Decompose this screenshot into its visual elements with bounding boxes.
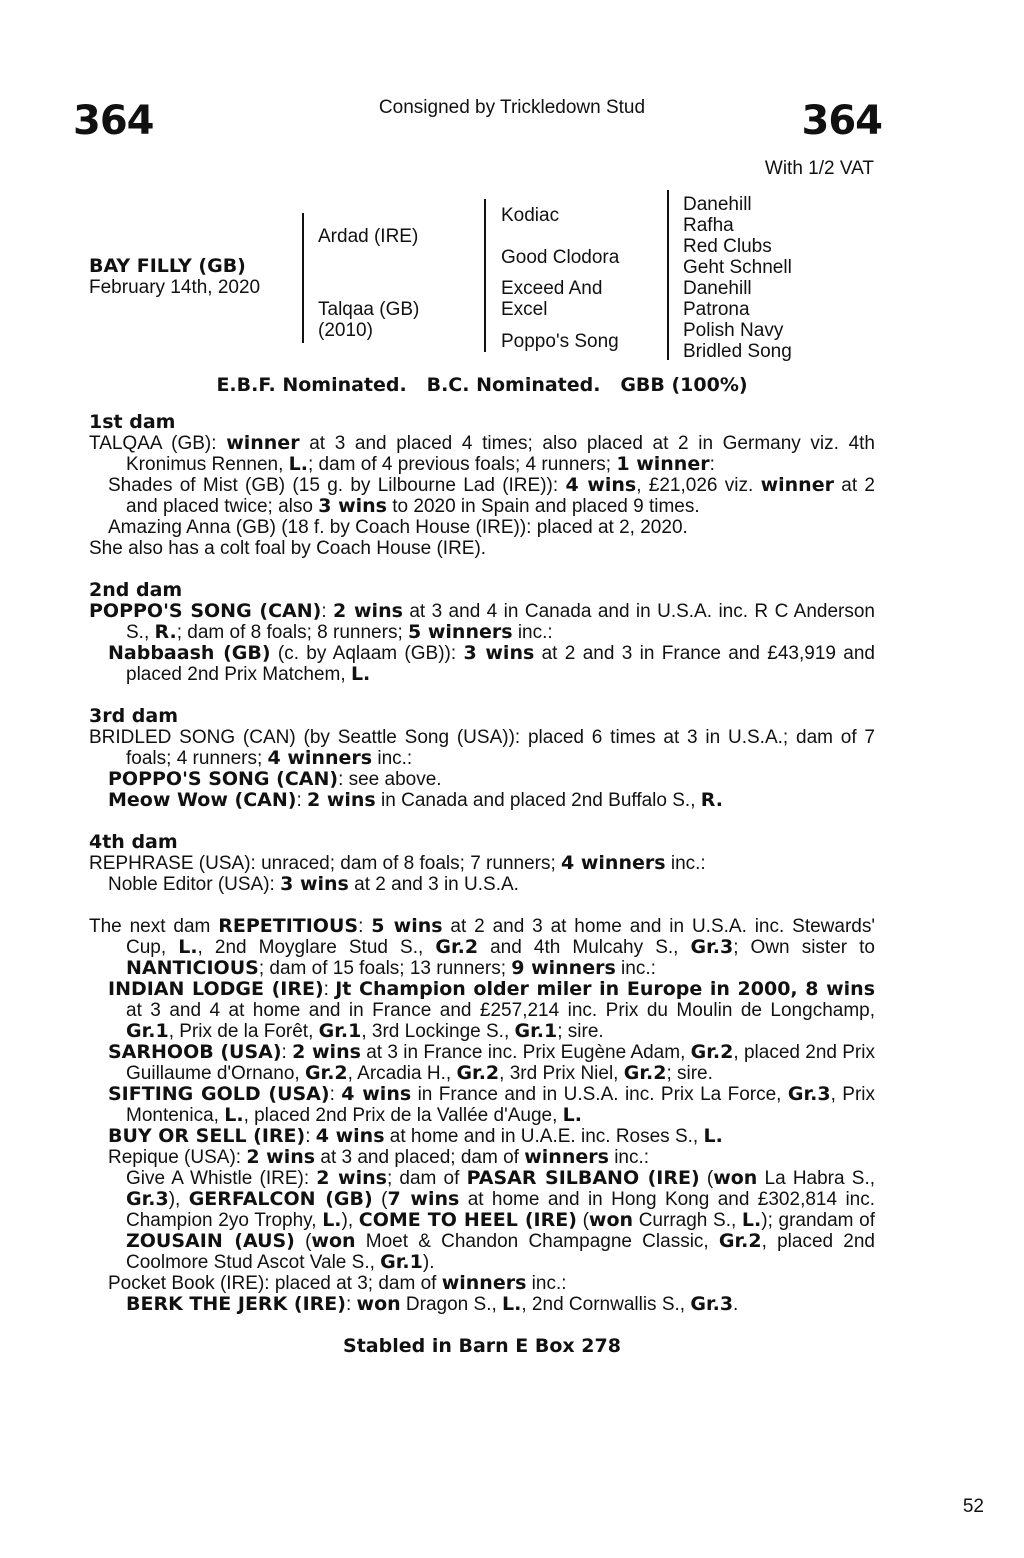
gen3-7: Polish Navy [683, 320, 784, 341]
lot-number-right: 364 [801, 98, 882, 144]
gen3-1: Danehill [683, 194, 752, 215]
second-dam-heading: 2nd dam [89, 579, 183, 601]
consignor: Consigned by Trickledown Stud [378, 97, 646, 118]
nominations: E.B.F. Nominated. B.C. Nominated. GBB (100%) [216, 374, 748, 396]
first-dam-heading: 1st dam [89, 411, 176, 433]
grandsire-dam-2: Excel [501, 299, 548, 320]
horse-name: BAY FILLY (GB) [89, 255, 246, 277]
gen3-3: Red Clubs [683, 236, 772, 257]
dam-year: (2010) [318, 320, 373, 341]
third-dam-produce-1: POPPO'S SONG (CAN): see above. [108, 768, 442, 790]
gen3-6: Patrona [683, 299, 750, 320]
next-dam-grandproduce-1: Give A Whistle (IRE): 2 wins; dam of PASAR SILBANO (IRE) (won La Habra S., Gr.3), GERFALCON (GB) (7 wins at home and in Hong Kong and £302,814 inc. Champion 2yo Trophy, L.), COME TO HEEL (IRE) (won Curragh S., L.); grandam of ZOUSAIN (AUS) (won Moet & Chandon Champagne Classic, Gr.2, placed 2nd Coolmore Stud Ascot Vale S., Gr.1). [126, 1167, 876, 1273]
fourth-dam-entry: REPHRASE (USA): unraced; dam of 8 foals; 7 runners; 4 winners inc.: [89, 852, 706, 874]
catalogue-body [89, 412, 875, 1357]
lot-number-left: 364 [73, 98, 154, 144]
third-dam-produce-2: Meow Wow (CAN): 2 wins in Canada and placed 2nd Buffalo S., R. [108, 789, 723, 811]
page-number: 52 [962, 1496, 984, 1517]
next-dam-entry: The next dam REPETITIOUS: 5 wins at 2 and 3 at home and in U.S.A. inc. Stewards' Cup, L., 2nd Moyglare Stud S., Gr.2 and 4th Mulcahy S., Gr.3; Own sister to NANTICIOUS; dam of 15 foals; 13 runners; 9 winners inc.: [89, 915, 875, 979]
next-dam-produce-2: SARHOOB (USA): 2 wins at 3 in France inc. Prix Eugène Adam, Gr.2, placed 2nd Prix Guillaume d'Ornano, Gr.2, Arcadia H., Gr.2, 3rd Prix Niel, Gr.2; sire. [108, 1041, 875, 1084]
grandsire-sire: Kodiac [501, 205, 560, 226]
next-dam-produce-5: Repique (USA): 2 wins at 3 and placed; dam of winners inc.: [108, 1146, 650, 1168]
second-dam-entry: POPPO'S SONG (CAN): 2 wins at 3 and 4 in Canada and in U.S.A. inc. R C Anderson S., R.; dam of 8 foals; 8 runners; 5 winners inc.: [89, 600, 875, 643]
next-dam-grandproduce-2: BERK THE JERK (IRE): won Dragon S., L., 2nd Cornwallis S., Gr.3. [126, 1293, 739, 1315]
gen3-2: Rafha [683, 215, 734, 236]
sire: Ardad (IRE) [318, 226, 419, 247]
granddam-dam: Poppo's Song [501, 331, 619, 352]
granddam-sire: Good Clodora [501, 247, 620, 268]
fourth-dam-produce-1: Noble Editor (USA): 3 wins at 2 and 3 in U.S.A. [108, 873, 519, 895]
second-dam-produce-1: Nabbaash (GB) (c. by Aqlaam (GB)): 3 wins at 2 and 3 in France and £43,919 and placed 2nd Prix Matchem, L. [108, 642, 875, 685]
first-dam-foal: She also has a colt foal by Coach House (IRE). [89, 538, 487, 559]
next-dam-produce-6: Pocket Book (IRE): placed at 3; dam of winners inc.: [108, 1272, 567, 1294]
third-dam-heading: 3rd dam [89, 705, 179, 727]
grandsire-dam-1: Exceed And [501, 278, 603, 299]
first-dam-produce-2: Amazing Anna (GB) (18 f. by Coach House (IRE)): placed at 2, 2020. [108, 517, 688, 538]
gen3-5: Danehill [683, 278, 752, 299]
third-dam-entry: BRIDLED SONG (CAN) (by Seattle Song (USA)): placed 6 times at 3 in U.S.A.; dam of 7 foals; 4 runners; 4 winners inc.: [89, 727, 875, 769]
gen3-4: Geht Schnell [683, 257, 792, 278]
first-dam-entry: TALQAA (GB): winner at 3 and placed 4 times; also placed at 2 in Germany viz. 4th Kronimus Rennen, L.; dam of 4 previous foals; 4 runners; 1 winner: [89, 432, 875, 475]
next-dam-produce-3: SIFTING GOLD (USA): 4 wins in France and in U.S.A. inc. Prix La Force, Gr.3, Prix Montenica, L., placed 2nd Prix de la Vallée d'Auge, L. [108, 1083, 875, 1126]
first-dam-produce-1: Shades of Mist (GB) (15 g. by Lilbourne Lad (IRE)): 4 wins, £21,026 viz. winner at 2 and placed twice; also 3 wins to 2020 in Spain and placed 9 times. [108, 474, 875, 517]
horse-foaled: February 14th, 2020 [89, 277, 261, 298]
next-dam-produce-4: BUY OR SELL (IRE): 4 wins at home and in U.A.E. inc. Roses S., L. [108, 1125, 723, 1147]
dam: Talqaa (GB) [318, 299, 420, 320]
next-dam-produce-1: INDIAN LODGE (IRE): Jt Champion older miler in Europe in 2000, 8 wins at 3 and 4 at home and in France and £257,214 inc. Prix du Moulin de Longchamp, Gr.1, Prix de la Forêt, Gr.1, 3rd Lockinge S., Gr.1; sire. [108, 978, 876, 1042]
gen3-8: Bridled Song [683, 341, 792, 362]
vat-note: With 1/2 VAT [764, 158, 874, 179]
fourth-dam-heading: 4th dam [89, 831, 178, 853]
stabled-note: Stabled in Barn E Box 278 [343, 1335, 621, 1357]
